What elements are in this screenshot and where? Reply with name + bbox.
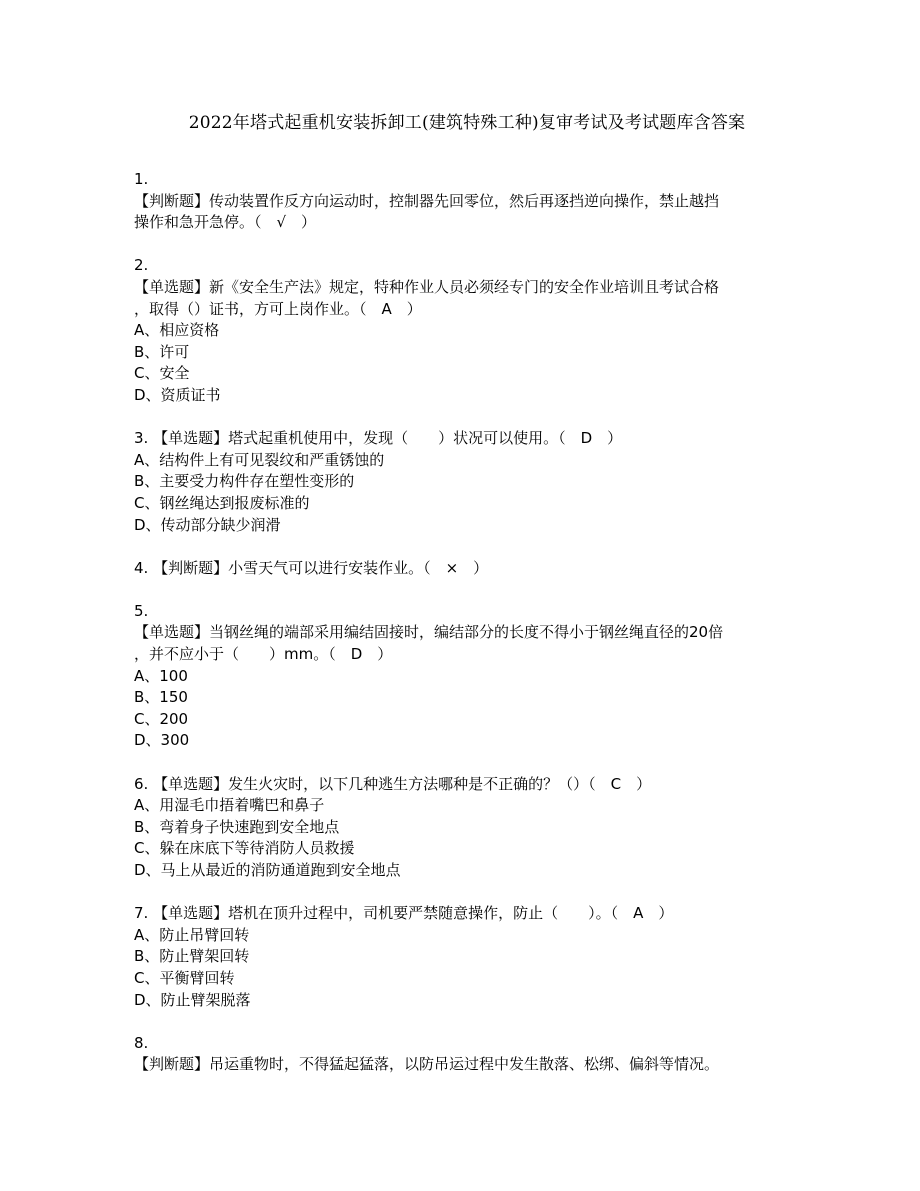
question-text-line: 【单选题】当钢丝绳的端部采用编结固接时，编结部分的长度不得小于钢丝绳直径的20倍 bbox=[134, 623, 724, 642]
option-a: A、相应资格 bbox=[134, 321, 220, 340]
question-4 bbox=[134, 558, 800, 580]
question-text-line: 【判断题】传动装置作反方向运动时，控制器先回零位，然后再逐挡逆向操作，禁止越挡 bbox=[134, 191, 720, 210]
question-text-line: ，取得（）证书，方可上岗作业。（ A ） bbox=[134, 299, 422, 318]
question-number: 3. bbox=[134, 429, 149, 448]
option-a: A、用湿毛巾捂着嘴巴和鼻子 bbox=[134, 796, 325, 815]
question-6 bbox=[134, 774, 800, 882]
question-number: 1. bbox=[134, 170, 149, 188]
option-c: C、200 bbox=[134, 709, 189, 728]
option-d: D、防止臂架脱落 bbox=[134, 990, 251, 1009]
option-b: B、150 bbox=[134, 688, 188, 707]
question-number: 2. bbox=[134, 256, 149, 275]
question-number: 4. bbox=[134, 558, 149, 577]
option-d: D、马上从最近的消防通道跑到安全地点 bbox=[134, 861, 401, 879]
question-2 bbox=[134, 255, 800, 406]
option-c: C、躲在床底下等待消防人员救援 bbox=[134, 839, 355, 858]
question-text-line: 【单选题】发生火灾时，以下几种逃生方法哪种是不正确的？（）（ C ） bbox=[153, 774, 652, 793]
question-3 bbox=[134, 428, 800, 536]
option-a: A、防止吊臂回转 bbox=[134, 925, 250, 944]
question-number: 5. bbox=[134, 601, 149, 620]
question-7 bbox=[134, 903, 800, 1011]
question-text-line: 【单选题】塔式起重机使用中，发现（ ）状况可以使用。（ D ） bbox=[153, 429, 623, 448]
option-c: C、钢丝绳达到报废标准的 bbox=[134, 493, 310, 512]
option-c: C、安全 bbox=[134, 364, 190, 383]
document-title: 2022年塔式起重机安装拆卸工(建筑特殊工种)复审考试及考试题库含答案 bbox=[188, 113, 746, 133]
option-a: A、100 bbox=[134, 666, 188, 685]
option-a: A、结构件上有可见裂纹和严重锈蚀的 bbox=[134, 450, 385, 469]
option-c: C、平衡臂回转 bbox=[134, 968, 235, 987]
question-text-line: ，并不应小于（ ）mm。（ D ） bbox=[134, 645, 393, 664]
option-d: D、传动部分缺少润滑 bbox=[134, 515, 281, 534]
option-b: B、主要受力构件存在塑性变形的 bbox=[134, 472, 355, 491]
question-text-line: 【判断题】吊运重物时，不得猛起猛落，以防吊运过程中发生散落、松绑、偏斜等情况。 bbox=[134, 1055, 720, 1074]
question-1 bbox=[134, 169, 800, 234]
question-text-line: 操作和急开急停。（ √ ） bbox=[134, 213, 317, 232]
option-d: D、资质证书 bbox=[134, 385, 221, 404]
question-text-line: 【单选题】塔机在顶升过程中，司机要严禁随意操作，防止（ ）。（ A ） bbox=[153, 904, 674, 923]
option-b: B、弯着身子快速跑到安全地点 bbox=[134, 817, 340, 836]
question-5 bbox=[134, 601, 800, 752]
question-text-line: 【单选题】新《安全生产法》规定，特种作业人员必须经专门的安全作业培训且考试合格 bbox=[134, 277, 720, 296]
option-b: B、防止臂架回转 bbox=[134, 947, 250, 966]
question-text-line: 【判断题】小雪天气可以进行安装作业。（ × ） bbox=[153, 558, 489, 577]
option-d: D、300 bbox=[134, 731, 190, 750]
question-8 bbox=[134, 1033, 800, 1076]
question-number: 7. bbox=[134, 904, 149, 923]
question-number: 8. bbox=[134, 1033, 149, 1052]
question-number: 6. bbox=[134, 774, 149, 793]
option-b: B、许可 bbox=[134, 342, 190, 361]
